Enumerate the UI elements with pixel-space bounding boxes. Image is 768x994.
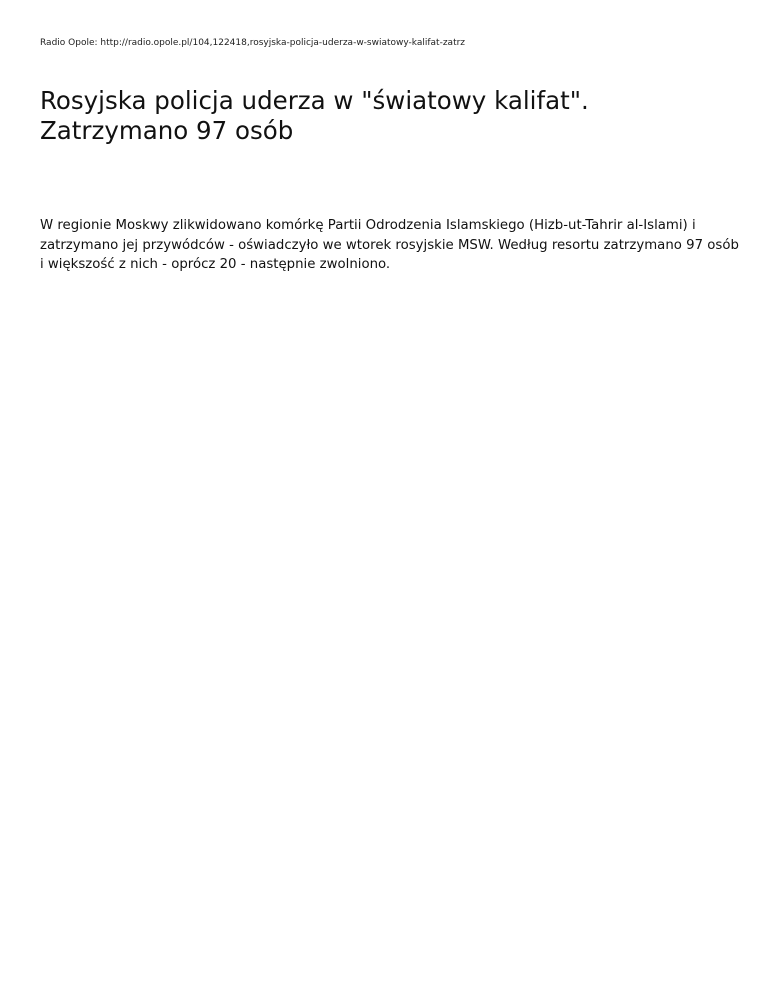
article-title: Rosyjska policja uderza w "światowy kalifat". Zatrzymano 97 osób — [40, 86, 589, 145]
article-lead-paragraph: W regionie Moskwy zlikwidowano komórkę Partii Odrodzenia Islamskiego (Hizb-ut-Tahrir al-Islami) i zatrzymano jej przywódców - oświadczyło we wtorek rosyjskie MSW. Według resortu zatrzymano 97 osób i większość z nich - oprócz 20 - następnie zwolniono. — [40, 218, 739, 272]
source-url-line: Radio Opole: http://radio.opole.pl/104,122418,rosyjska-policja-uderza-w-swiatowy-kalifat-zatrz — [40, 38, 466, 48]
